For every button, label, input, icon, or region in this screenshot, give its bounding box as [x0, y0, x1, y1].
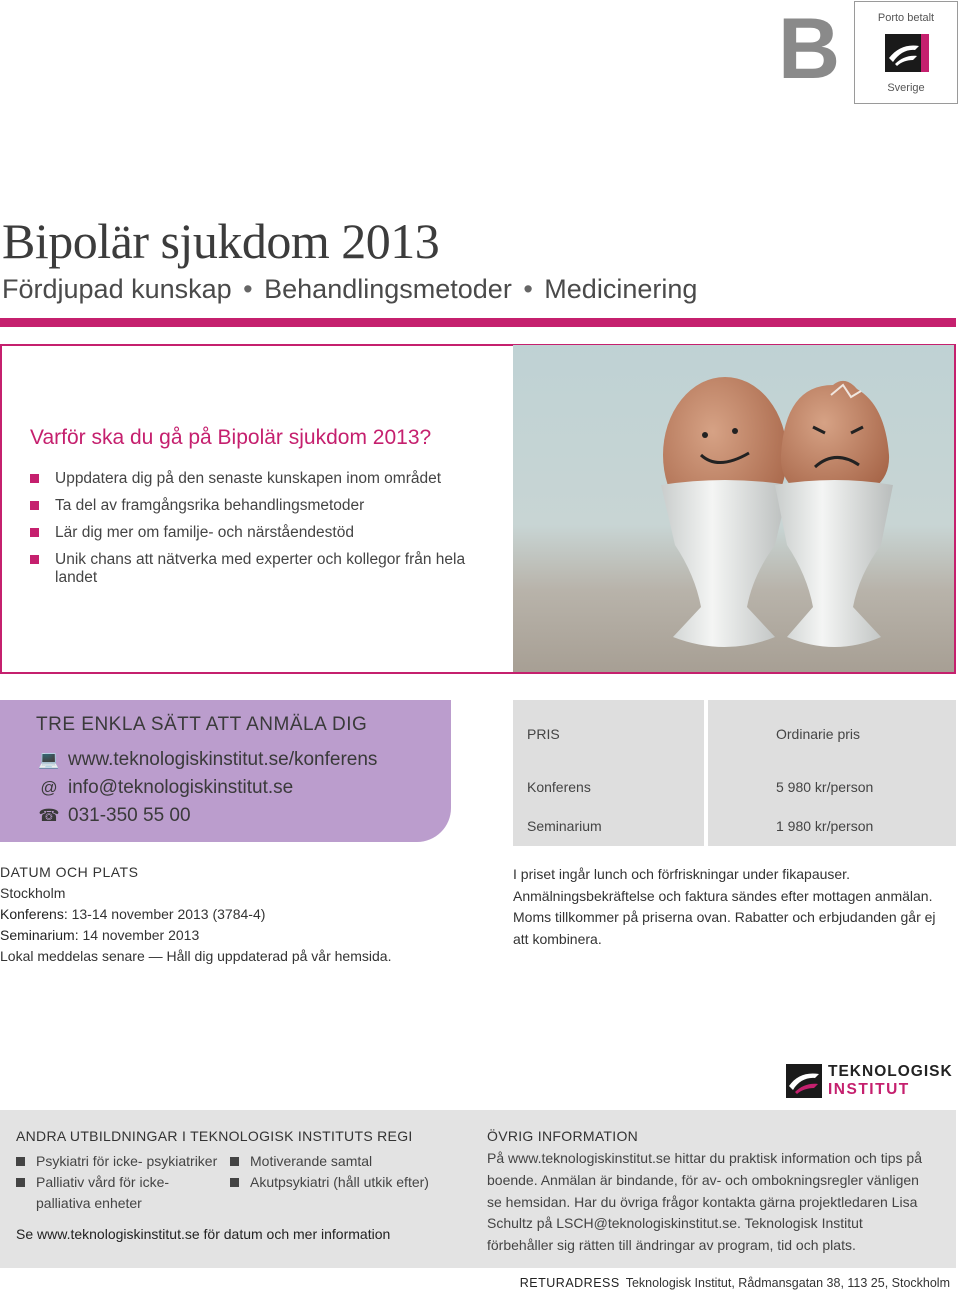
register-email-link[interactable]: info@teknologiskinstitut.se	[68, 777, 294, 798]
date-place-heading: DATUM OCH PLATS	[0, 864, 139, 880]
price-row-value: 5 980 kr/person	[776, 779, 874, 795]
register-phone	[36, 805, 191, 827]
date-place-city: Stockholm	[0, 885, 66, 901]
header-letter: B	[778, 1, 841, 97]
page-title: Bipolär sjukdom 2013	[2, 213, 440, 269]
postage-stamp	[854, 1, 958, 104]
info-line: Anmälningsbekräftelse och faktura sändes efter mottagen anmälan.	[513, 887, 933, 904]
price-col1-header: PRIS	[527, 726, 560, 742]
subtitle-separator: •	[243, 274, 253, 304]
why-heading: Varför ska du gå på Bipolär sjukdom 2013?	[30, 426, 432, 449]
bullet-square-icon	[30, 555, 39, 564]
logo-line2: INSTITUT	[828, 1081, 910, 1098]
register-web-link[interactable]: www.teknologiskinstitut.se/konferens	[68, 749, 378, 770]
teknologisk-institut-logo	[786, 1063, 958, 1099]
return-address-label: RETURADRESS	[519, 1276, 620, 1290]
other-courses-col2	[230, 1151, 460, 1193]
stamp-top-text: Porto betalt	[877, 12, 935, 24]
page-subtitle	[2, 274, 697, 305]
institut-logo-icon	[786, 1064, 822, 1098]
list-item: Lär dig mer om familje- och närståendestöd	[30, 524, 480, 542]
info-line: Moms tillkommer på priserna ovan. Rabatter och erbjudanden går ej att kombinera.	[513, 909, 936, 947]
list-item: Motiverande samtal	[230, 1151, 460, 1172]
bullet-square-icon	[30, 474, 39, 483]
price-col2-header: Ordinarie pris	[776, 726, 861, 742]
register-email[interactable]	[36, 777, 293, 799]
list-item: Palliativ vård för icke- palliativa enheter	[16, 1172, 221, 1214]
register-phone-number: 031-350 55 00	[68, 805, 191, 826]
other-courses-heading: ANDRA UTBILDNINGAR I TEKNOLOGISK INSTITUTS REGI	[16, 1128, 413, 1144]
other-courses-link[interactable]: Se www.teknologiskinstitut.se för datum och mer information	[16, 1226, 391, 1242]
other-courses-col1	[16, 1151, 221, 1214]
list-item: Ta del av framgångsrika behandlingsmetoder	[30, 497, 480, 515]
price-row-label: Konferens	[527, 779, 591, 795]
price-row-label: Seminarium	[527, 818, 602, 834]
subtitle-part-1: Fördjupad kunskap	[2, 274, 232, 304]
phone-icon: ☎	[38, 806, 60, 825]
subtitle-separator: •	[523, 274, 533, 304]
register-heading: TRE ENKLA SÄTT ATT ANMÄLA DIG	[36, 714, 368, 735]
date-lokal: Lokal meddelas senare — Håll dig uppdaterad på vår hemsida.	[0, 948, 392, 964]
logo-line1: TEKNOLOGISK	[828, 1063, 953, 1080]
eggs-photo	[513, 345, 954, 672]
bullet-square-icon	[230, 1157, 239, 1166]
date-seminarium: Seminarium: 14 november 2013	[0, 927, 200, 943]
subtitle-part-2: Behandlingsmetoder	[264, 274, 512, 304]
computer-icon: 💻	[38, 750, 60, 769]
price-info	[513, 864, 953, 950]
price-row-value: 1 980 kr/person	[776, 818, 874, 834]
why-list	[30, 470, 480, 596]
other-info-text: På www.teknologiskinstitut.se hittar du praktisk information och tips på boende. Anmälan är bindande, för av- och ombokningsregler vänligen se hemsidan. Har du övriga frågor kontakta gärna projektledaren Lisa Schultz på LSCH@teknologiskinstitut.se. Teknologisk Institut förbehåller sig rätten till ändringar av program, tid och plats.	[487, 1150, 922, 1254]
date-konferens: Konferens: 13-14 november 2013 (3784-4)	[0, 906, 266, 922]
bullet-square-icon	[16, 1178, 25, 1187]
return-address	[520, 1276, 950, 1290]
return-address-value: Teknologisk Institut, Rådmansgatan 38, 113 25, Stockholm	[625, 1276, 950, 1290]
bullet-square-icon	[16, 1157, 25, 1166]
list-item: Uppdatera dig på den senaste kunskapen inom området	[30, 470, 480, 488]
bullet-square-icon	[30, 501, 39, 510]
list-item: Unik chans att nätverka med experter och kollegor från hela landet	[30, 551, 480, 587]
stamp-bottom-text: Sverige	[887, 82, 925, 94]
table-divider	[704, 700, 708, 846]
posten-logo-icon	[885, 34, 929, 72]
list-item: Psykiatri för icke- psykiatriker	[16, 1151, 221, 1172]
other-info-heading: ÖVRIG INFORMATION	[487, 1128, 639, 1144]
accent-rule	[0, 318, 956, 327]
bullet-square-icon	[230, 1178, 239, 1187]
subtitle-part-3: Medicinering	[544, 274, 698, 304]
bullet-square-icon	[30, 528, 39, 537]
info-line: I priset ingår lunch och förfriskningar under fikapauser.	[513, 866, 850, 882]
list-item: Akutpsykiatri (håll utkik efter)	[230, 1172, 460, 1193]
date-place-section	[0, 862, 420, 967]
price-table	[513, 700, 956, 846]
at-sign-icon: @	[40, 778, 58, 797]
register-web[interactable]	[36, 749, 377, 771]
